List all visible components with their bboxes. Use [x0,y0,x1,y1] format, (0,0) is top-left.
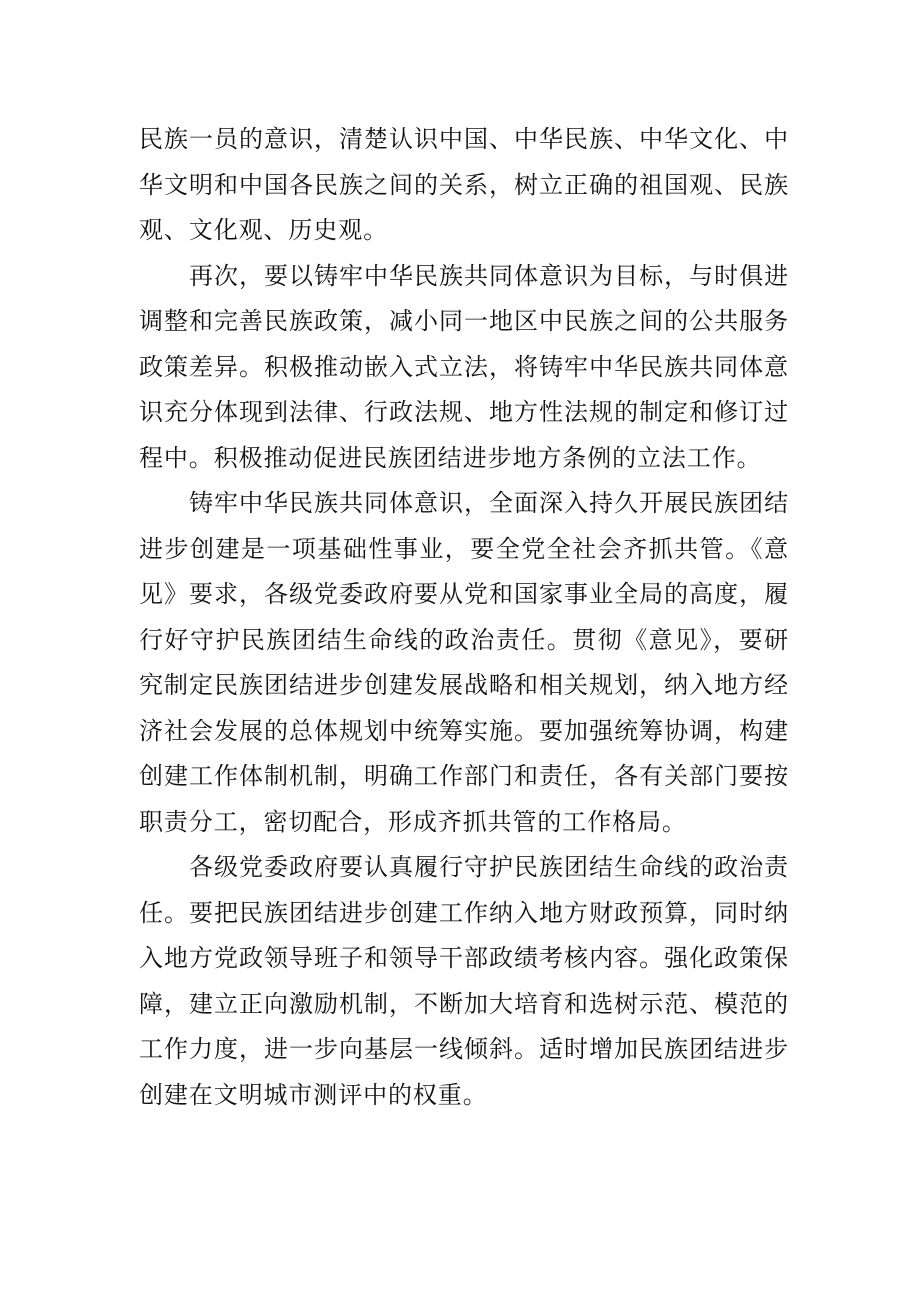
document-body [139,117,789,1118]
paragraph-1: 民族一员的意识，清楚认识中国、中华民族、中华文化、中华文明和中国各民族之间的关系，树立正确的祖国观、民族观、文化观、历史观。 [139,125,789,244]
paragraph-4: 各级党委政府要认真履行守护民族团结生命线的政治责任。要把民族团结进步创建工作纳入地方财政预算，同时纳入地方党政领导班子和领导干部政绩考核内容。强化政策保障，建立正向激励机制，不断加大培育和选树示范、模范的工作力度，进一步向基层一线倾斜。适时增加民族团结进步创建在文明城市测评中的权重。 [139,853,789,1109]
paragraph-3: 铸牢中华民族共同体意识，全面深入持久开展民族团结进步创建是一项基础性事业，要全党全社会齐抓共管。《意见》要求，各级党委政府要从党和国家事业全局的高度，履行好守护民族团结生命线的政治责任。贯彻《意见》，要研究制定民族团结进步创建发展战略和相关规划，纳入地方经济社会发展的总体规划中统筹实施。要加强统筹协调，构建创建工作体制机制，明确工作部门和责任，各有关部门要按职责分工，密切配合，形成齐抓共管的工作格局。 [139,489,789,836]
paragraph-2: 再次，要以铸牢中华民族共同体意识为目标，与时俱进调整和完善民族政策，减小同一地区中民族之间的公共服务政策差异。积极推动嵌入式立法，将铸牢中华民族共同体意识充分体现到法律、行政法规、地方性法规的制定和修订过程中。积极推动促进民族团结进步地方条例的立法工作。 [139,261,789,472]
